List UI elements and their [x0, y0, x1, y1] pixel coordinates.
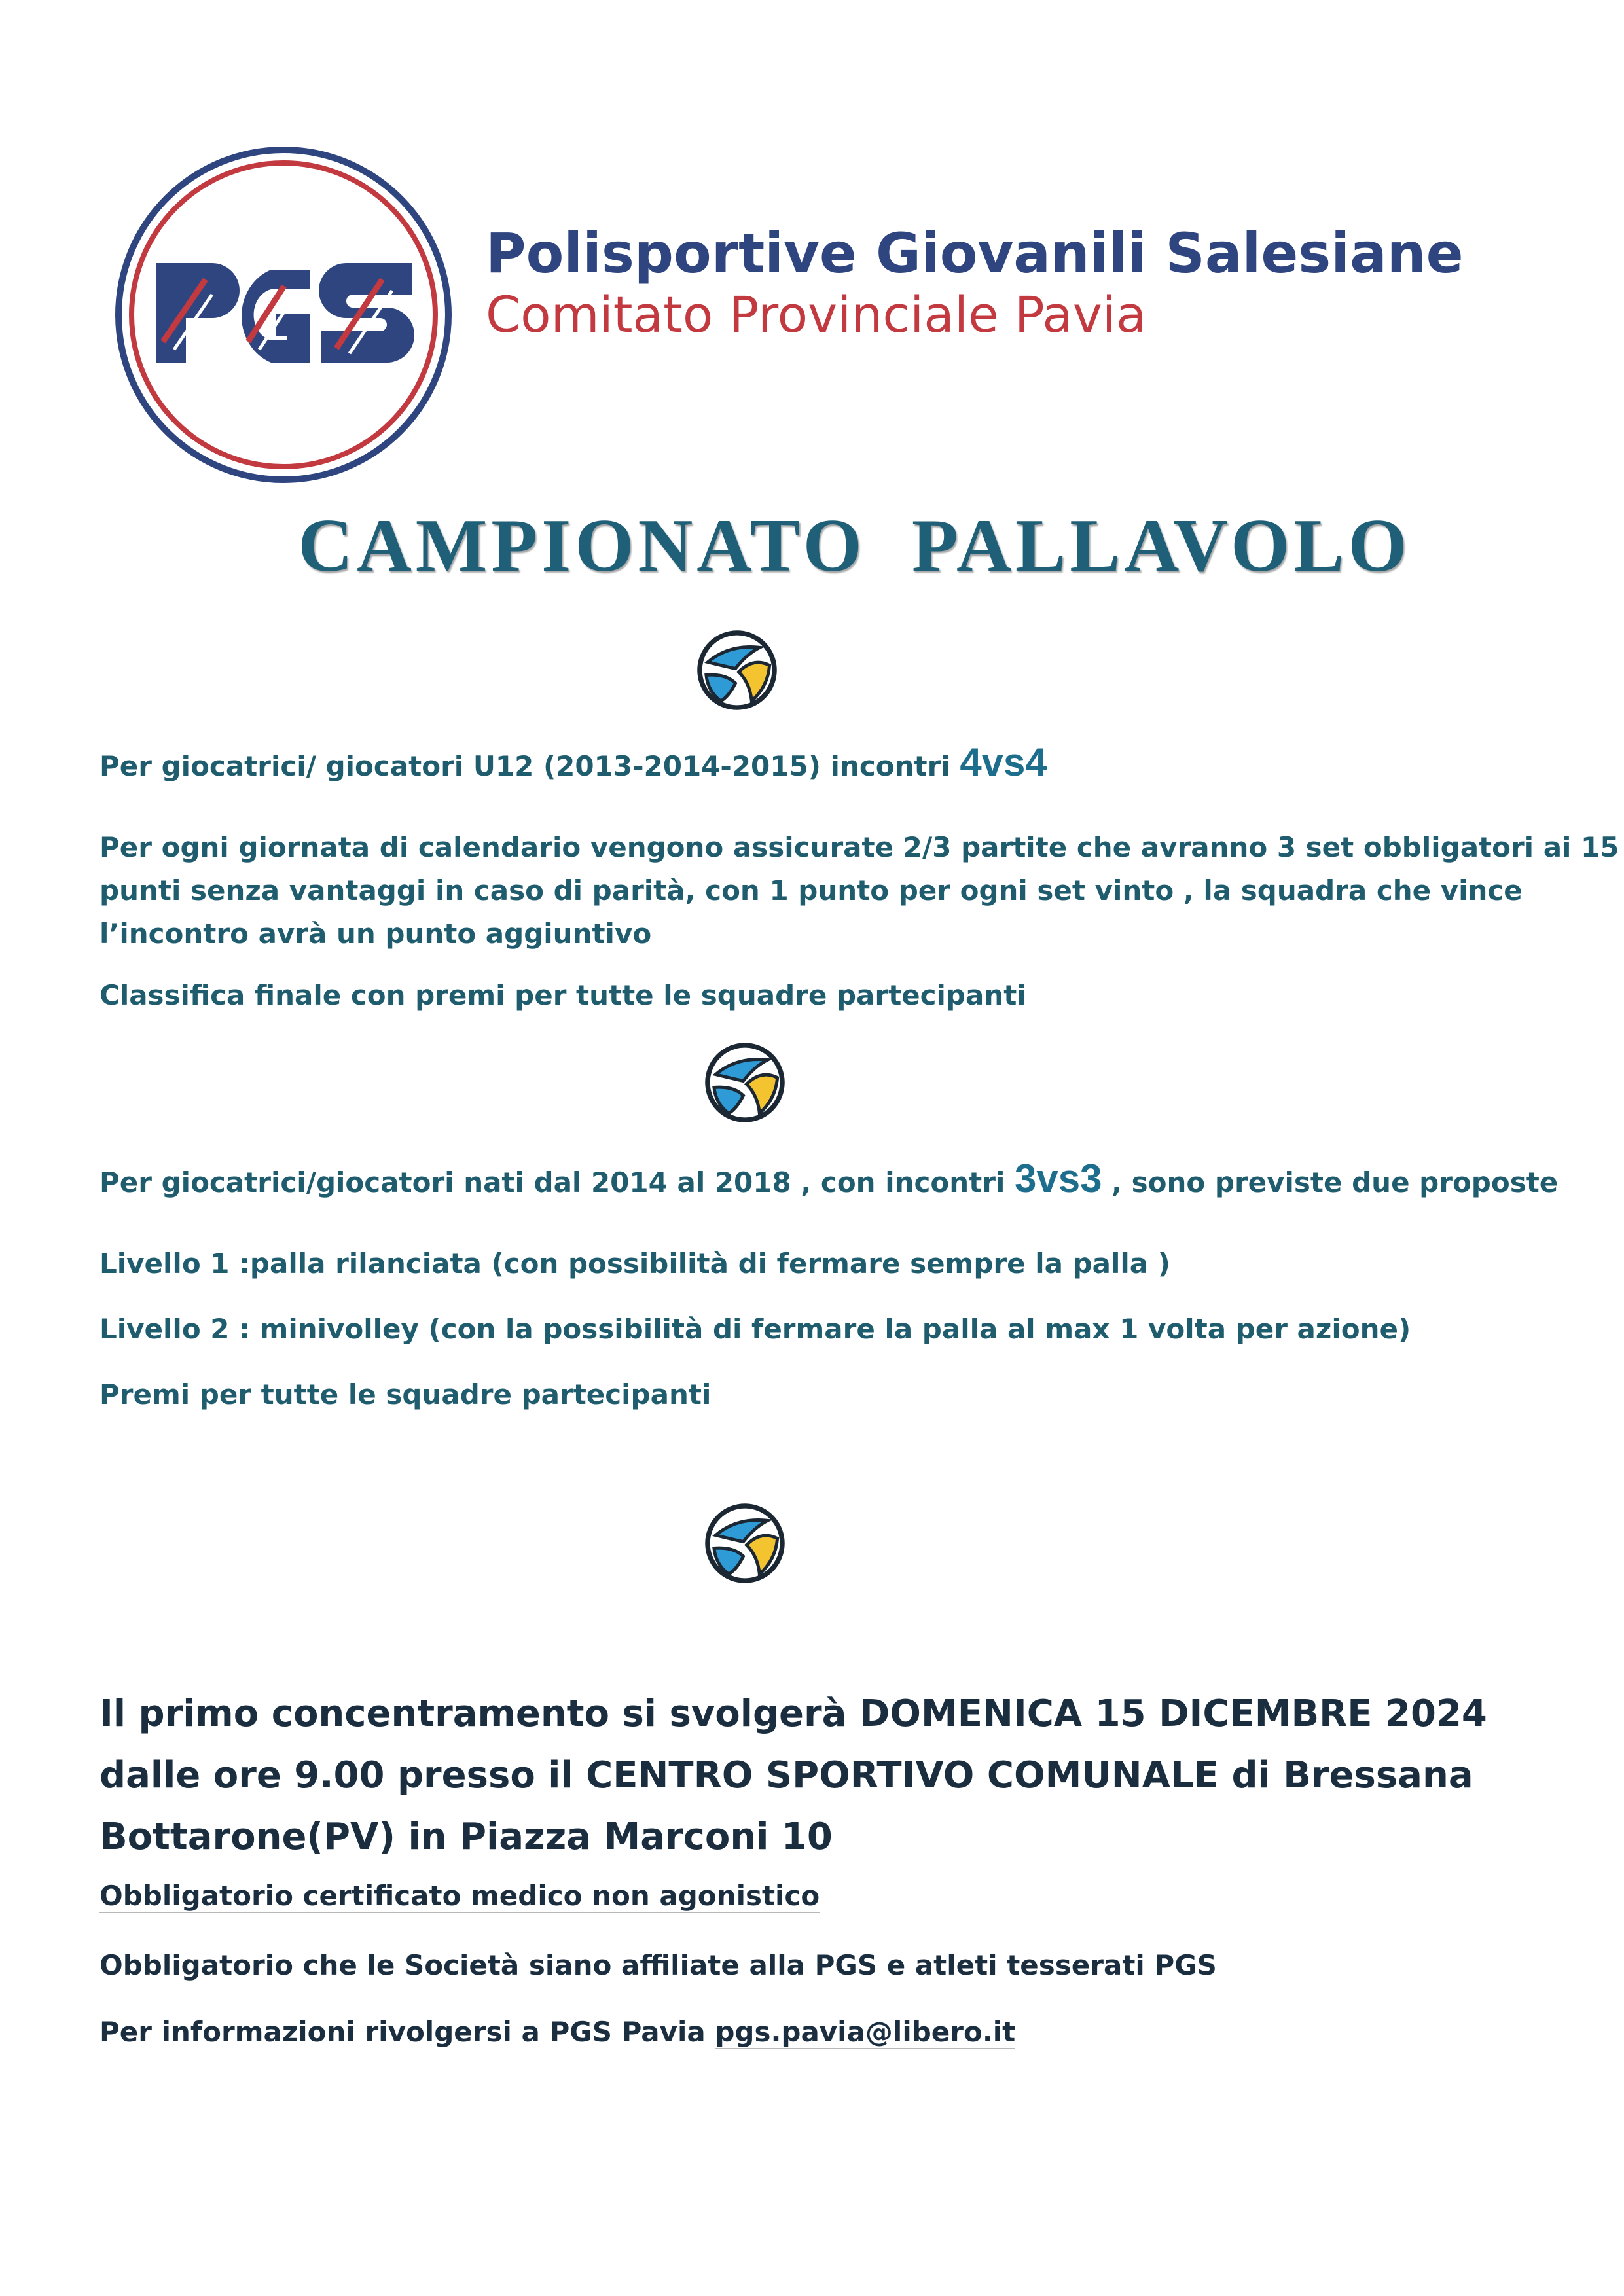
volleyball-icon: [704, 1503, 785, 1584]
medical-note: [99, 1880, 820, 1912]
pgs-logo-icon: [114, 145, 453, 484]
section1-intro-text: Per giocatrici/ giocatori U12 (2013-2014-2015) incontri: [99, 750, 960, 782]
section1-prizes: Classifica finale con premi per tutte le squadre partecipanti: [99, 979, 1026, 1011]
rules-line: Per ogni giornata di calendario vengono assicurate 2/3 partite che avranno 3 set obbligatori ai 15: [99, 831, 1619, 863]
section2-prizes: Premi per tutte le squadre partecipanti: [99, 1378, 712, 1410]
rules-line: l’incontro avrà un punto aggiuntivo: [99, 918, 652, 950]
event-details: [99, 1683, 1487, 1868]
email-link[interactable]: pgs.pavia@libero.it: [715, 2016, 1016, 2048]
volleyball-icon: [696, 630, 778, 711]
section1-intro: [99, 740, 1047, 785]
event-line: Bottarone(PV) in Piazza Marconi 10: [99, 1816, 833, 1858]
pgs-logo: [114, 145, 453, 484]
section2-intro-after: , sono previste due proposte: [1102, 1166, 1559, 1198]
section2-format: 3vs3: [1014, 1157, 1102, 1200]
section2-level1: Livello 1 :palla rilanciata (con possibilità di fermare sempre la palla ): [99, 1247, 1170, 1280]
section1-format: 4vs4: [960, 740, 1047, 784]
org-name: Polisportive Giovanili Salesiane: [486, 221, 1464, 285]
page-title: CAMPIONATO PALLAVOLO: [298, 504, 1411, 588]
section2-level2: Livello 2 : minivolley (con la possibilità di fermare la palla al max 1 volta per azione): [99, 1313, 1411, 1345]
affiliation-note: Obbligatorio che le Società siano affiliate alla PGS e atleti tesserati PGS: [99, 1949, 1217, 1981]
info-note: [99, 2016, 1015, 2048]
volleyball-icon: [704, 1042, 785, 1123]
section2-intro: [99, 1156, 1558, 1201]
org-subtitle: Comitato Provinciale Pavia: [486, 285, 1147, 344]
event-line: Il primo concentramento si svolgerà DOMENICA 15 DICEMBRE 2024: [99, 1693, 1487, 1735]
section2-intro-before: Per giocatrici/giocatori nati dal 2014 al 2018 , con incontri: [99, 1166, 1015, 1198]
info-prefix: Per informazioni rivolgersi a PGS Pavia: [99, 2016, 715, 2048]
medical-note-text: Obbligatorio certificato medico non agonistico: [99, 1880, 820, 1912]
section1-rules: [99, 826, 1619, 956]
event-line: dalle ore 9.00 presso il CENTRO SPORTIVO COMUNALE di Bressana: [99, 1754, 1473, 1797]
rules-line: punti senza vantaggi in caso di parità, con 1 punto per ogni set vinto , la squadra che vince: [99, 874, 1523, 906]
